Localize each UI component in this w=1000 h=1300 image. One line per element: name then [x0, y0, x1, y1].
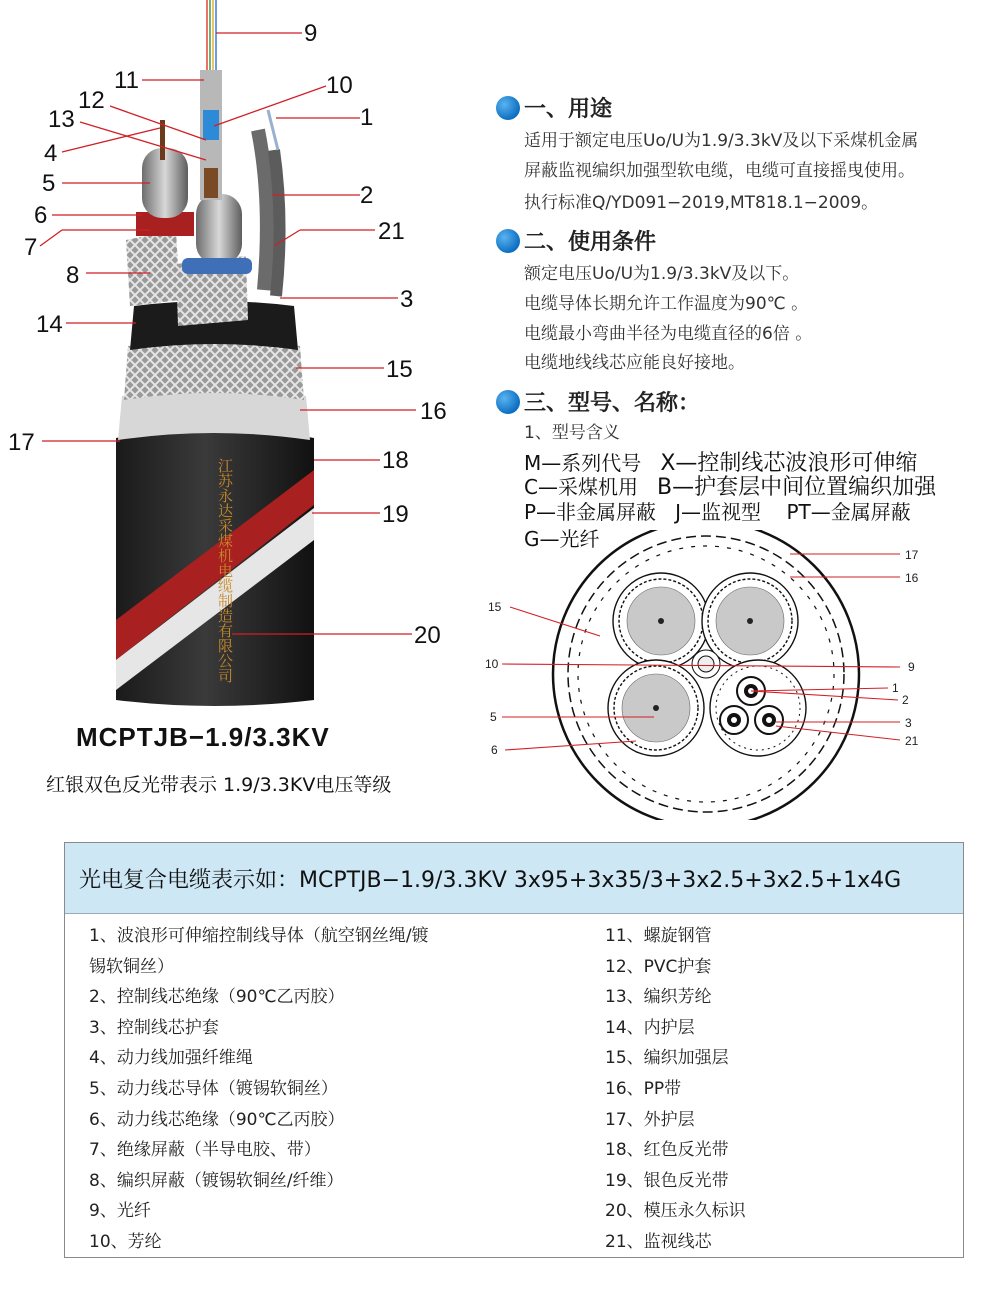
- list-item: 6、动力线芯绝缘（90℃乙丙胶）: [89, 1109, 345, 1130]
- callout-21: 21: [378, 218, 405, 245]
- model-meaning-row: G—光纤: [524, 527, 600, 551]
- callout-5: 5: [42, 170, 56, 197]
- model-meaning-row: C—采煤机用 B—护套层中间位置编织加强: [524, 475, 937, 500]
- conditions-line-4: 电缆地线线芯应能良好接地。: [524, 353, 745, 373]
- component-list-left: [89, 921, 589, 1258]
- list-item: 9、光纤: [89, 1201, 151, 1222]
- list-item: 11、螺旋钢管: [605, 926, 712, 946]
- callout-10: 10: [326, 72, 353, 99]
- callout-14: 14: [36, 311, 63, 338]
- bullet-dot-icon: [496, 96, 520, 120]
- diagram-label-15: 15: [488, 600, 502, 614]
- conditions-line-2: 电缆导体长期允许工作温度为90℃ 。: [524, 294, 809, 314]
- component-list-box: [64, 842, 964, 1258]
- list-item: 3、控制线芯护套: [89, 1017, 219, 1038]
- diagram-label-3: 3: [905, 716, 912, 730]
- section-title-usage: 一、用途: [496, 92, 612, 123]
- list-item: 5、动力线芯导体（镀锡软铜丝）: [89, 1078, 338, 1099]
- list-item: 8、编织屏蔽（镀锡软铜丝/纤维）: [89, 1170, 344, 1191]
- braid-reinforcement: [124, 340, 304, 400]
- callout-17: 17: [8, 429, 35, 456]
- diagram-label-2: 2: [902, 693, 909, 707]
- usage-line-2: 屏蔽监视编织加强型软电缆，电缆可直接摇曳使用。: [524, 161, 915, 181]
- callout-18: 18: [382, 447, 409, 474]
- callout-4: 4: [44, 140, 58, 167]
- diagram-label-10: 10: [485, 657, 499, 671]
- list-item: 2、控制线芯绝缘（90℃乙丙胶）: [89, 987, 345, 1008]
- callout-16: 16: [420, 398, 447, 425]
- diagram-label-9: 9: [908, 660, 915, 674]
- callout-1: 1: [360, 104, 374, 131]
- model-meaning-row: P—非金属屏蔽 J—监视型 PT—金属屏蔽: [524, 500, 911, 524]
- callout-13: 13: [48, 106, 75, 133]
- callout-3: 3: [400, 286, 414, 313]
- section-title-conditions: 二、使用条件: [496, 225, 656, 256]
- section-title-model: 三、型号、名称：: [496, 386, 700, 417]
- component-list-right: [605, 921, 945, 1258]
- list-item: 10、芳纶: [89, 1231, 162, 1252]
- list-item: 14、内护层: [605, 1017, 695, 1038]
- list-item: 16、PP带: [605, 1078, 682, 1099]
- list-item: 15、编织加强层: [605, 1048, 729, 1069]
- callout-12: 12: [78, 87, 105, 114]
- diagram-label-16: 16: [905, 571, 919, 585]
- callout-11: 11: [114, 67, 139, 94]
- diagram-label-6: 6: [491, 743, 498, 757]
- model-subtitle: 红银双色反光带表示 1.9/3.3KV电压等级: [46, 774, 392, 796]
- bullet-dot-icon: [496, 390, 520, 414]
- diagram-label-17: 17: [905, 548, 919, 562]
- model-name: MCPTJB−1.9/3.3KV: [76, 722, 330, 752]
- list-item: 18、红色反光带: [605, 1140, 729, 1161]
- list-item: 20、模压永久标识: [605, 1201, 746, 1222]
- callout-6: 6: [34, 202, 48, 229]
- list-item: 19、银色反光带: [605, 1170, 729, 1191]
- callout-9: 9: [304, 20, 318, 47]
- callout-15: 15: [386, 356, 413, 383]
- usage-line-3: 执行标准Q/YD091−2019,MT818.1−2009。: [524, 193, 879, 213]
- composite-cable-example: 光电复合电缆表示如：MCPTJB−1.9/3.3KV 3x95+3x35/3+3x2.5+3x2.5+1x4G: [65, 843, 963, 914]
- list-item: 4、动力线加强纤维绳: [89, 1048, 253, 1069]
- model-meaning-heading: 1、型号含义: [524, 423, 620, 443]
- callout-8: 8: [66, 262, 80, 289]
- list-item: 1、波浪形可伸缩控制线导体（航空钢丝绳/镀: [89, 926, 429, 946]
- conditions-line-3: 电缆最小弯曲半径为电缆直径的6倍 。: [524, 324, 813, 344]
- diagram-label-1: 1: [892, 681, 899, 695]
- list-item: 21、监视线芯: [605, 1231, 712, 1252]
- conditions-line-1: 额定电压Uo/U为1.9/3.3kV及以下。: [524, 264, 800, 284]
- list-item: 17、外护层: [605, 1109, 695, 1130]
- model-meaning-row: M—系列代号 X—控制线芯波浪形可伸缩: [524, 451, 918, 476]
- callout-20: 20: [414, 622, 441, 649]
- list-item: 12、PVC护套: [605, 956, 712, 977]
- callout-2: 2: [360, 182, 374, 209]
- diagram-label-21: 21: [905, 734, 919, 748]
- callout-7: 7: [24, 234, 38, 261]
- list-item: 锡软铜丝）: [89, 956, 174, 977]
- usage-line-1: 适用于额定电压Uo/U为1.9/3.3kV及以下采煤机金属: [524, 131, 919, 151]
- list-item: 7、绝缘屏蔽（半导电胶、带）: [89, 1140, 321, 1161]
- callout-19: 19: [382, 501, 409, 528]
- bullet-dot-icon: [496, 229, 520, 253]
- list-item: 13、编织芳纶: [605, 987, 712, 1008]
- cable-print-text: 江苏永达采煤机电缆制造有限公司: [216, 458, 234, 683]
- cross-section-diagram: [480, 530, 940, 820]
- diagram-label-5: 5: [490, 710, 497, 724]
